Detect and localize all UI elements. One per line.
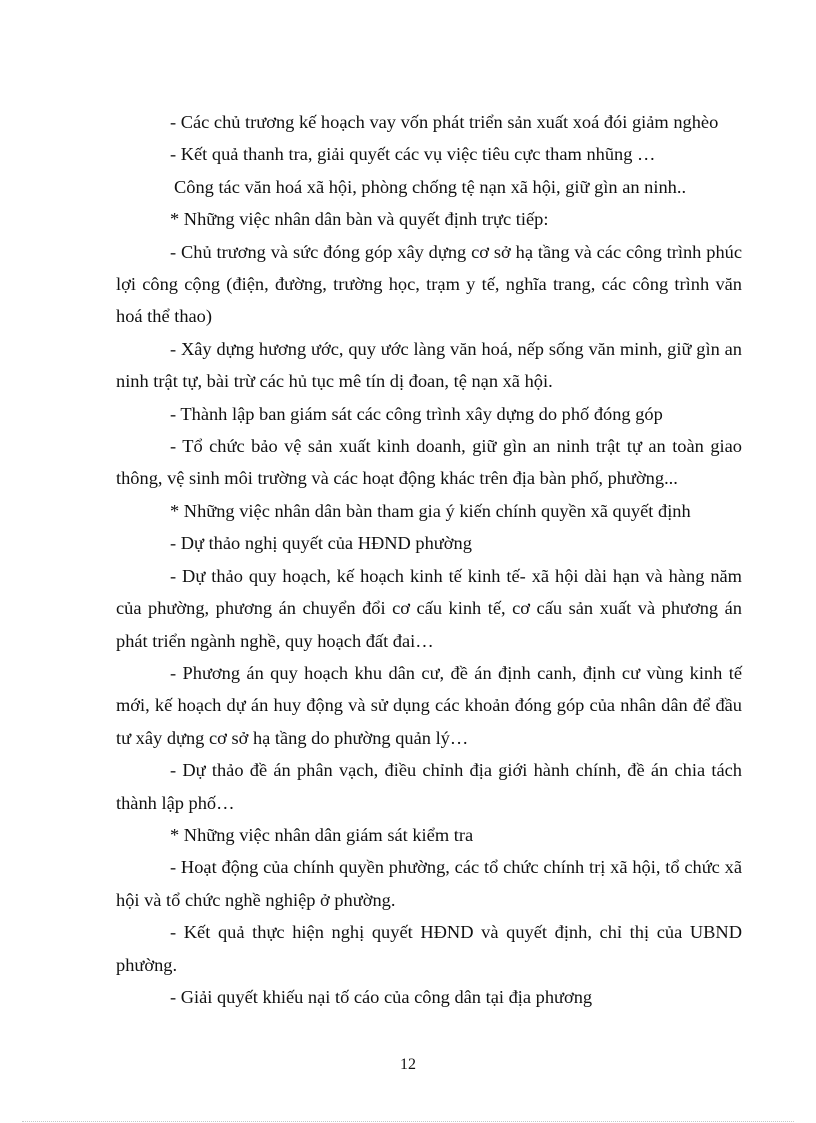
paragraph-resolution-results: - Kết quả thực hiện nghị quyết HĐND và quyết định, chỉ thị của UBND phường. bbox=[116, 922, 742, 975]
body-text bbox=[116, 106, 742, 1013]
heading-direct-decisions: * Những việc nhân dân bàn và quyết định trực tiếp: bbox=[170, 209, 549, 230]
paragraph-boundary-adjustment: - Dự thảo đề án phân vạch, điều chỉnh địa giới hành chính, đề án chia tách thành lập phố… bbox=[116, 760, 742, 813]
paragraph-government-activities: - Hoạt động của chính quyền phường, các tổ chức chính trị xã hội, tổ chức xã hội và tổ chức nghề nghiệp ở phường. bbox=[116, 857, 742, 910]
paragraph-complaints: - Giải quyết khiếu nại tố cáo của công dân tại địa phương bbox=[170, 986, 593, 1007]
page-number: 12 bbox=[400, 1056, 416, 1073]
page-bottom-divider bbox=[22, 1121, 794, 1122]
paragraph-residential-planning: - Phương án quy hoạch khu dân cư, đề án định canh, định cư vùng kinh tế mới, kế hoạch dự án huy động và sử dụng các khoản đóng góp của nhân dân để đầu tư xây dựng cơ sở hạ tầng do phường quản lý… bbox=[116, 662, 742, 748]
paragraph-village-covenant: - Xây dựng hương ước, quy ước làng văn hoá, nếp sống văn minh, giữ gìn an ninh trật tự, bài trừ các hủ tục mê tín dị đoan, tệ nạn xã hội. bbox=[116, 338, 742, 392]
paragraph-infrastructure: - Chủ trương và sức đóng góp xây dựng cơ sở hạ tầng và các công trình phúc lợi công cộng (điện, đường, trường học, trạm y tế, nghĩa trang, các công trình văn hoá thể thao) bbox=[116, 241, 742, 327]
heading-opinion-matters: * Những việc nhân dân bàn tham gia ý kiến chính quyền xã quyết định bbox=[170, 500, 691, 521]
paragraph-inspection-results: - Kết quả thanh tra, giải quyết các vụ việc tiêu cực tham nhũng … bbox=[170, 144, 656, 165]
paragraph-supervision-board: - Thành lập ban giám sát các công trình xây dựng do phố đóng góp bbox=[170, 403, 663, 424]
paragraph-culture-social: Công tác văn hoá xã hội, phòng chống tệ nạn xã hội, giữ gìn an ninh.. bbox=[174, 176, 687, 197]
paragraph-loan-policy: - Các chủ trương kế hoạch vay vốn phát triển sản xuất xoá đói giảm nghèo bbox=[170, 112, 719, 132]
heading-supervision-matters: * Những việc nhân dân giám sát kiểm tra bbox=[170, 824, 474, 845]
paragraph-production-protection: - Tổ chức bảo vệ sản xuất kinh doanh, giữ gìn an ninh trật tự an toàn giao thông, vệ sinh môi trường và các hoạt động khác trên địa bàn phố, phường... bbox=[116, 436, 742, 489]
paragraph-draft-planning: - Dự thảo quy hoạch, kế hoạch kinh tế kinh tế- xã hội dài hạn và hàng năm của phường, phương án chuyển đổi cơ cấu kinh tế, cơ cấu sản xuất và phương án phát triển ngành nghề, quy hoạch đất đai… bbox=[116, 565, 742, 651]
paragraph-draft-resolution: - Dự thảo nghị quyết của HĐND phường bbox=[170, 533, 472, 554]
